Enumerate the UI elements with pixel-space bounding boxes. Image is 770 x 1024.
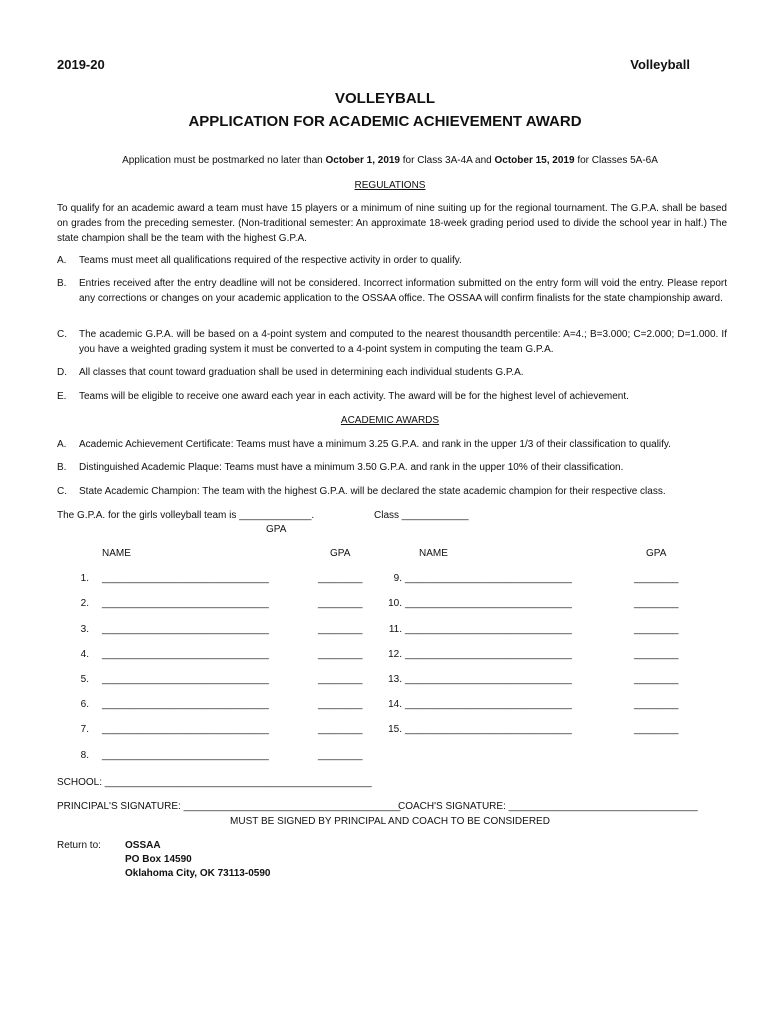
player-gpa-field[interactable]: ________ xyxy=(318,674,363,685)
player-gpa-field[interactable]: ________ xyxy=(634,624,679,635)
postmark-deadline: Application must be postmarked no later than October 1, 2019 for Class 3A-4A and October 15, 2019 for Classes 5A-6A xyxy=(122,155,658,166)
academic-awards-heading: ACADEMIC AWARDS xyxy=(340,415,440,426)
roster-row: 8. xyxy=(80,750,89,761)
roster-row: 11. xyxy=(388,624,402,635)
player-name-field[interactable]: ______________________________ xyxy=(102,649,269,660)
team-gpa-field[interactable]: The G.P.A. for the girls volleyball team is _____________. xyxy=(57,510,315,521)
player-name-field[interactable]: ______________________________ xyxy=(405,649,572,660)
roster-row: 15. xyxy=(388,724,402,735)
player-name-field[interactable]: ______________________________ xyxy=(405,624,572,635)
regulations-heading: REGULATIONS xyxy=(354,180,426,191)
roster-row: 6. xyxy=(80,699,89,710)
roster-row: 3. xyxy=(80,624,89,635)
player-gpa-field[interactable]: ________ xyxy=(318,598,363,609)
player-name-field[interactable]: ______________________________ xyxy=(102,699,269,710)
document-title: VOLLEYBALL xyxy=(335,90,435,107)
player-gpa-field[interactable]: ________ xyxy=(634,674,679,685)
school-field[interactable]: SCHOOL: ________________________________________________ xyxy=(57,777,372,788)
player-name-field[interactable]: ______________________________ xyxy=(102,573,269,584)
player-name-field[interactable]: ______________________________ xyxy=(405,724,572,735)
player-name-field[interactable]: ______________________________ xyxy=(102,724,269,735)
return-to-label: Return to: xyxy=(57,840,101,851)
return-address-line: PO Box 14590 xyxy=(125,854,192,865)
return-address-line: Oklahoma City, OK 73113-0590 xyxy=(125,868,271,879)
deadline-date-5a-6a: October 15, 2019 xyxy=(494,155,575,166)
player-gpa-field[interactable]: ________ xyxy=(634,598,679,609)
school-year: 2019-20 xyxy=(57,57,105,72)
player-name-field[interactable]: ______________________________ xyxy=(102,750,269,761)
team-gpa-caption: GPA xyxy=(266,524,287,535)
name-column-header-right: NAME xyxy=(419,548,448,559)
player-gpa-field[interactable]: ________ xyxy=(318,649,363,660)
regulations-intro: To qualify for an academic award a team must have 15 players or a minimum of nine suiting up for the regional tournament. The G.P.A. shall be based on grades from the preceding semester. (Non-traditional semester: An approximate 18-week grading period used to divide the school year in half.) The state champion shall be the team with the highest G.P.A. xyxy=(57,203,727,244)
class-field[interactable]: Class ____________ xyxy=(374,510,469,521)
player-name-field[interactable]: ______________________________ xyxy=(102,674,269,685)
player-name-field[interactable]: ______________________________ xyxy=(102,624,269,635)
player-name-field[interactable]: ______________________________ xyxy=(405,598,572,609)
signature-requirement-note: MUST BE SIGNED BY PRINCIPAL AND COACH TO BE CONSIDERED xyxy=(230,816,550,827)
sport-name: Volleyball xyxy=(630,57,690,72)
roster-row: 13. xyxy=(388,674,402,685)
name-column-header-left: NAME xyxy=(102,548,131,559)
roster-row: 9. xyxy=(393,573,402,584)
player-gpa-field[interactable]: ________ xyxy=(634,573,679,584)
player-gpa-field[interactable]: ________ xyxy=(318,624,363,635)
roster-row: 10. xyxy=(388,598,402,609)
gpa-column-header-left: GPA xyxy=(330,548,351,559)
player-gpa-field[interactable]: ________ xyxy=(634,649,679,660)
application-page: 2019-20 Volleyball VOLLEYBALL APPLICATION FOR ACADEMIC ACHIEVEMENT AWARD Application must be postmarked no later than October 1, 2019 for Class 3A-4A and October 15, 2019 for Classes 5A-6A REGULATIONS To qualify for an academic award a team must have 15 players or a minimum of nine suiting up for the regional tournament. The G.P.A. shall be based on grades from the preceding semester. (Non-traditional semester: An approximate 18-week grading period used to divide the school year in half.) The state champion shall be the team with the highest G.P.A. A. Teams must meet all qualifications required of the respective activity in order to qualify. B. Entries received after the entry deadline will not be considered. Incorrect information submitted on the entry form will void the entry. Please report any corrections or changes on your academic application to the OSSAA office. The OSSAA will confirm finalists for the state championship award. C. The academic G.P.A. will be based on a 4-point system and computed to the nearest thousandth percentile: A=4.; B=3.000; C=2.000; D=1.000. If you have a weighted grading system it must be converted to a 4-point system in computing the team G.P.A. D. All classes that count toward graduation shall be used in determining each individual students G.P.A. E. Teams will be eligible to receive one award each year in each activity. The award will be for the highest level of achievement. ACADEMIC AWARDS A. Academic Achievement Certificate: Teams must have a minimum 3.25 G.P.A. and rank in the upper 1/3 of their classification to qualify. B. Distinguished Academic Plaque: Teams must have a minimum 3.50 G.P.A. and rank in the upper 10% of their classification. C. State Academic Champion: The team with the highest G.P.A. will be declared the state academic champion for their respective class. The G.P.A. for the girls volleyball team is _____________. Class ____________ GPA NAME GPA NAME GPA 1. ______________________________ ________ 2. ______________________________ ________ 3. ______________________________ ________ 4. ______________________________ ________ 5. ______________________________ ________ 6. ______________________________ ________ 7. ______________________________ ________ 8. ______________________________ ________ 9. ______________________________ ________ 10. ______________________________ ________ 11. ______________________________ ________ 12. ______________________________ ________ 13. ______________________________ ________ 14. ______________________________ ________ 15. ______________________________ ________ SCHOOL: ________________________________________________ PRINCIPAL'S SIGNATURE: _______________________________________ COACH'S SIGNATURE: __________________________________ MUST BE SIGNED BY PRINCIPAL AND COACH TO BE CONSIDERED Return to: OSSAA PO Box 14590 Oklahoma City, OK 73113-0590 xyxy=(0,0,770,1024)
roster-row: 1. xyxy=(80,573,89,584)
player-name-field[interactable]: ______________________________ xyxy=(102,598,269,609)
roster-row: 2. xyxy=(80,598,89,609)
player-name-field[interactable]: ______________________________ xyxy=(405,674,572,685)
deadline-date-3a-4a: October 1, 2019 xyxy=(325,155,400,166)
document-subtitle: APPLICATION FOR ACADEMIC ACHIEVEMENT AWARD xyxy=(188,113,582,130)
player-name-field[interactable]: ______________________________ xyxy=(405,699,572,710)
player-name-field[interactable]: ______________________________ xyxy=(405,573,572,584)
roster-row: 7. xyxy=(80,724,89,735)
roster-row: 12. xyxy=(388,649,402,660)
roster-row: 4. xyxy=(80,649,89,660)
gpa-column-header-right: GPA xyxy=(646,548,667,559)
roster-row: 5. xyxy=(80,674,89,685)
principal-signature-field[interactable]: PRINCIPAL'S SIGNATURE: _______________________________________ xyxy=(57,801,401,812)
coach-signature-field[interactable]: COACH'S SIGNATURE: __________________________________ xyxy=(398,801,698,812)
return-address-line: OSSAA xyxy=(125,840,161,851)
player-gpa-field[interactable]: ________ xyxy=(318,724,363,735)
player-gpa-field[interactable]: ________ xyxy=(318,699,363,710)
player-gpa-field[interactable]: ________ xyxy=(634,724,679,735)
player-gpa-field[interactable]: ________ xyxy=(318,573,363,584)
player-gpa-field[interactable]: ________ xyxy=(634,699,679,710)
player-gpa-field[interactable]: ________ xyxy=(318,750,363,761)
roster-row: 14. xyxy=(388,699,402,710)
